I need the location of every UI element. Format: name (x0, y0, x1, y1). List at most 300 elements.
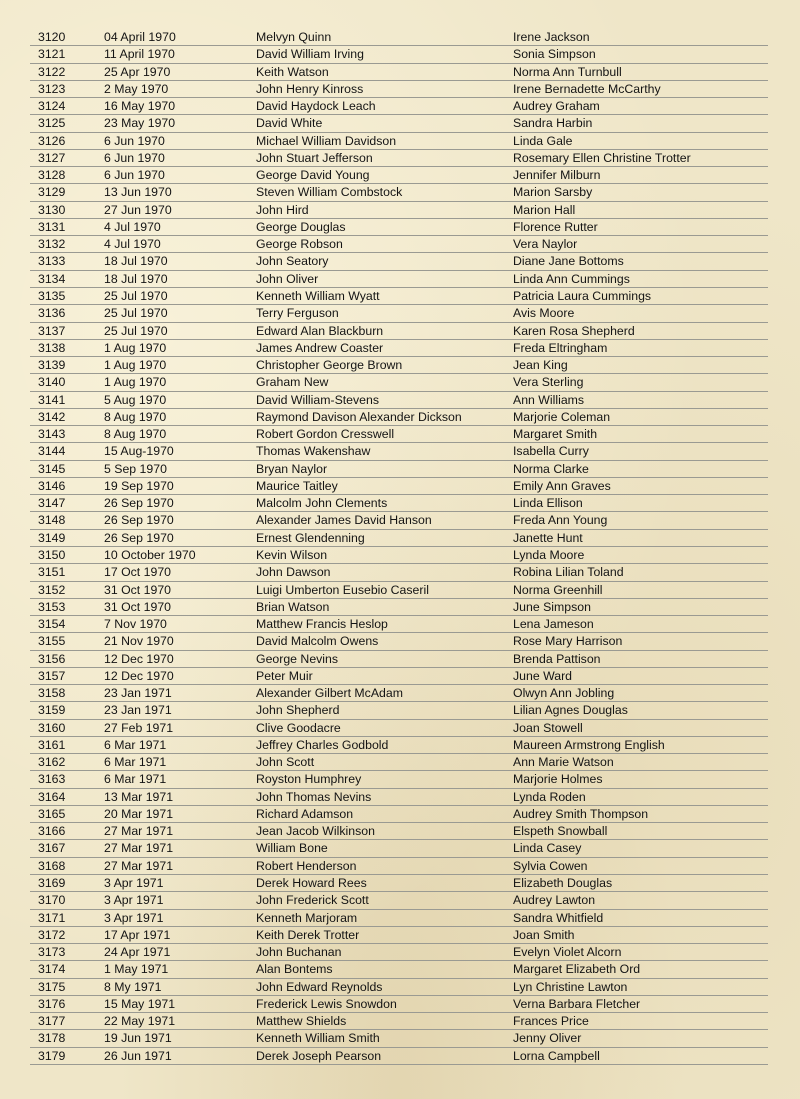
table-row (30, 547, 768, 564)
groom-name: David William Irving (256, 47, 364, 62)
table-row (30, 288, 768, 305)
groom-name: Terry Ferguson (256, 306, 339, 321)
groom-name: Brian Watson (256, 599, 330, 614)
groom-name: Royston Humphrey (256, 772, 362, 787)
entry-number: 3165 (38, 806, 66, 821)
table-row (30, 582, 768, 599)
bride-name: Audrey Smith Thompson (513, 806, 649, 821)
table-row (30, 910, 768, 927)
groom-name: Robert Henderson (256, 858, 357, 873)
groom-name: John Scott (256, 755, 315, 770)
groom-name: Luigi Umberton Eusebio Caseril (256, 582, 429, 597)
entry-number: 3159 (38, 703, 66, 718)
bride-name: Norma Greenhill (513, 582, 603, 597)
entry-date: 8 Aug 1970 (104, 427, 167, 442)
groom-name: John Oliver (256, 271, 319, 286)
entry-date: 1 May 1971 (104, 962, 169, 977)
entry-number: 3147 (38, 496, 66, 511)
entry-number: 3139 (38, 358, 66, 373)
entry-date: 6 Jun 1970 (104, 133, 165, 148)
entry-number: 3153 (38, 599, 66, 614)
groom-name: Graham New (256, 375, 329, 390)
entry-number: 3151 (38, 565, 66, 580)
bride-name: June Ward (513, 668, 573, 683)
entry-number: 3134 (38, 271, 66, 286)
table-row (30, 789, 768, 806)
bride-name: Sandra Harbin (513, 116, 593, 131)
bride-name: Verna Barbara Fletcher (513, 996, 641, 1011)
register-table (30, 29, 768, 1065)
entry-number: 3146 (38, 478, 66, 493)
bride-name: Emily Ann Graves (513, 478, 611, 493)
bride-name: Lynda Roden (513, 789, 586, 804)
entry-number: 3152 (38, 582, 66, 597)
table-row (30, 564, 768, 581)
entry-number: 3136 (38, 306, 66, 321)
entry-date: 4 Jul 1970 (104, 219, 161, 234)
groom-name: Ernest Glendenning (256, 530, 365, 545)
entry-date: 12 Dec 1970 (104, 651, 174, 666)
entry-number: 3145 (38, 461, 66, 476)
entry-date: 27 Mar 1971 (104, 824, 174, 839)
groom-name: Robert Gordon Cresswell (256, 427, 395, 442)
bride-name: Freda Ann Young (513, 513, 608, 528)
bride-name: Robina Lilian Toland (513, 565, 624, 580)
entry-date: 5 Aug 1970 (104, 392, 167, 407)
entry-number: 3172 (38, 927, 66, 942)
entry-date: 6 Jun 1970 (104, 168, 165, 183)
groom-name: John Thomas Nevins (256, 789, 372, 804)
table-row (30, 944, 768, 961)
groom-name: Jeffrey Charles Godbold (256, 737, 389, 752)
table-row (30, 806, 768, 823)
groom-name: Keith Watson (256, 64, 329, 79)
entry-number: 3174 (38, 962, 66, 977)
groom-name: Frederick Lewis Snowdon (256, 996, 397, 1011)
bride-name: Olwyn Ann Jobling (513, 686, 615, 701)
groom-name: John Frederick Scott (256, 893, 369, 908)
groom-name: David White (256, 116, 323, 131)
entry-number: 3131 (38, 219, 66, 234)
entry-number: 3137 (38, 323, 66, 338)
bride-name: Brenda Pattison (513, 651, 601, 666)
table-row (30, 633, 768, 650)
entry-number: 3123 (38, 81, 66, 96)
entry-number: 3129 (38, 185, 66, 200)
groom-name: Clive Goodacre (256, 720, 341, 735)
groom-name: Melvyn Quinn (256, 30, 332, 44)
entry-date: 6 Mar 1971 (104, 755, 167, 770)
entry-number: 3161 (38, 737, 66, 752)
table-row (30, 616, 768, 633)
table-row (30, 495, 768, 512)
bride-name: Audrey Lawton (513, 893, 596, 908)
entry-date: 17 Oct 1970 (104, 565, 171, 580)
table-row (30, 253, 768, 270)
groom-name: Edward Alan Blackburn (256, 323, 384, 338)
groom-name: John Edward Reynolds (256, 979, 383, 994)
entry-date: 19 Sep 1970 (104, 478, 174, 493)
groom-name: Thomas Wakenshaw (256, 444, 371, 459)
bride-name: Evelyn Violet Alcorn (513, 945, 622, 960)
entry-date: 13 Mar 1971 (104, 789, 174, 804)
bride-name: Avis Moore (513, 306, 575, 321)
bride-name: Irene Bernadette McCarthy (513, 81, 661, 96)
groom-name: Christopher George Brown (256, 358, 403, 373)
table-row (30, 512, 768, 529)
entry-number: 3170 (38, 893, 66, 908)
groom-name: Keith Derek Trotter (256, 927, 360, 942)
entry-date: 26 Jun 1971 (104, 1048, 172, 1063)
table-row (30, 167, 768, 184)
entry-date: 18 Jul 1970 (104, 254, 168, 269)
table-row (30, 202, 768, 219)
bride-name: Linda Gale (513, 133, 573, 148)
entry-number: 3175 (38, 979, 66, 994)
table-row (30, 115, 768, 132)
table-row (30, 1048, 768, 1065)
entry-number: 3141 (38, 392, 66, 407)
entry-number: 3126 (38, 133, 66, 148)
bride-name: Florence Rutter (513, 219, 598, 234)
table-row (30, 720, 768, 737)
table-row (30, 1013, 768, 1030)
entry-date: 23 May 1970 (104, 116, 176, 131)
groom-name: Bryan Naylor (256, 461, 328, 476)
groom-name: Peter Muir (256, 668, 313, 683)
entry-number: 3143 (38, 427, 66, 442)
entry-number: 3167 (38, 841, 66, 856)
entry-number: 3160 (38, 720, 66, 735)
entry-number: 3122 (38, 64, 66, 79)
bride-name: Sandra Whitfield (513, 910, 604, 925)
entry-date: 23 Jan 1971 (104, 703, 172, 718)
table-row (30, 599, 768, 616)
groom-name: George Robson (256, 237, 343, 252)
bride-name: Patricia Laura Cummings (513, 288, 652, 303)
entry-date: 5 Sep 1970 (104, 461, 167, 476)
bride-name: Lorna Campbell (513, 1048, 600, 1063)
entry-number: 3164 (38, 789, 66, 804)
table-row (30, 219, 768, 236)
entry-number: 3163 (38, 772, 66, 787)
table-row (30, 771, 768, 788)
bride-name: Joan Smith (513, 927, 575, 942)
table-row (30, 927, 768, 944)
table-row (30, 702, 768, 719)
entry-date: 2 May 1970 (104, 81, 169, 96)
bride-name: Marjorie Coleman (513, 409, 611, 424)
entry-number: 3169 (38, 876, 66, 891)
entry-number: 3142 (38, 409, 66, 424)
table-row (30, 409, 768, 426)
entry-date: 25 Jul 1970 (104, 288, 168, 303)
entry-date: 6 Mar 1971 (104, 737, 167, 752)
entry-number: 3128 (38, 168, 66, 183)
bride-name: Rose Mary Harrison (513, 634, 623, 649)
entry-date: 7 Nov 1970 (104, 617, 167, 632)
groom-name: Matthew Shields (256, 1014, 347, 1029)
entry-date: 4 Jul 1970 (104, 237, 161, 252)
bride-name: Marion Sarsby (513, 185, 593, 200)
bride-name: Lyn Christine Lawton (513, 979, 628, 994)
entry-date: 27 Feb 1971 (104, 720, 174, 735)
table-row (30, 840, 768, 857)
entry-date: 22 May 1971 (104, 1014, 176, 1029)
entry-date: 24 Apr 1971 (104, 945, 171, 960)
entry-date: 26 Sep 1970 (104, 513, 174, 528)
entry-date: 6 Mar 1971 (104, 772, 167, 787)
entry-number: 3156 (38, 651, 66, 666)
entry-date: 15 May 1971 (104, 996, 176, 1011)
table-row (30, 29, 768, 46)
entry-date: 6 Jun 1970 (104, 150, 165, 165)
entry-date: 8 Aug 1970 (104, 409, 167, 424)
entry-number: 3177 (38, 1014, 66, 1029)
groom-name: James Andrew Coaster (256, 340, 384, 355)
bride-name: Maureen Armstrong English (513, 737, 665, 752)
groom-name: Raymond Davison Alexander Dickson (256, 409, 462, 424)
entry-date: 3 Apr 1971 (104, 876, 164, 891)
table-row (30, 323, 768, 340)
entry-number: 3135 (38, 288, 66, 303)
bride-name: Linda Ann Cummings (513, 271, 630, 286)
table-row (30, 737, 768, 754)
table-row (30, 305, 768, 322)
table-row (30, 961, 768, 978)
bride-name: Marjorie Holmes (513, 772, 603, 787)
entry-number: 3132 (38, 237, 66, 252)
entry-date: 27 Mar 1971 (104, 858, 174, 873)
table-row (30, 392, 768, 409)
entry-date: 1 Aug 1970 (104, 358, 167, 373)
groom-name: John Hird (256, 202, 309, 217)
entry-number: 3168 (38, 858, 66, 873)
table-row (30, 150, 768, 167)
table-row (30, 685, 768, 702)
groom-name: John Stuart Jefferson (256, 150, 373, 165)
table-row (30, 478, 768, 495)
bride-name: Ann Marie Watson (513, 755, 614, 770)
entry-date: 3 Apr 1971 (104, 910, 164, 925)
groom-name: Alexander James David Hanson (256, 513, 432, 528)
bride-name: Frances Price (513, 1014, 589, 1029)
entry-number: 3166 (38, 824, 66, 839)
entry-date: 15 Aug-1970 (104, 444, 174, 459)
bride-name: Karen Rosa Shepherd (513, 323, 635, 338)
groom-name: Derek Joseph Pearson (256, 1048, 382, 1063)
entry-date: 12 Dec 1970 (104, 668, 174, 683)
bride-name: Audrey Graham (513, 99, 600, 114)
entry-date: 1 Aug 1970 (104, 340, 167, 355)
table-row (30, 340, 768, 357)
table-row (30, 81, 768, 98)
table-row (30, 426, 768, 443)
groom-name: John Seatory (256, 254, 329, 269)
entry-date: 23 Jan 1971 (104, 686, 172, 701)
bride-name: Irene Jackson (513, 30, 590, 44)
groom-name: Derek Howard Rees (256, 876, 367, 891)
groom-name: Malcolm John Clements (256, 496, 388, 511)
table-row (30, 892, 768, 909)
groom-name: John Dawson (256, 565, 331, 580)
bride-name: Norma Clarke (513, 461, 589, 476)
entry-date: 8 My 1971 (104, 979, 162, 994)
entry-number: 3173 (38, 945, 66, 960)
bride-name: Lilian Agnes Douglas (513, 703, 628, 718)
entry-date: 25 Jul 1970 (104, 306, 168, 321)
bride-name: Joan Stowell (513, 720, 583, 735)
bride-name: June Simpson (513, 599, 591, 614)
bride-name: Vera Naylor (513, 237, 578, 252)
groom-name: David Haydock Leach (256, 99, 376, 114)
groom-name: George Douglas (256, 219, 346, 234)
entry-number: 3138 (38, 340, 66, 355)
entry-number: 3158 (38, 686, 66, 701)
entry-number: 3162 (38, 755, 66, 770)
entry-date: 26 Sep 1970 (104, 530, 174, 545)
table-row (30, 668, 768, 685)
table-row (30, 754, 768, 771)
table-row (30, 979, 768, 996)
entry-number: 3127 (38, 150, 66, 165)
bride-name: Margaret Smith (513, 427, 598, 442)
groom-name: Steven William Combstock (256, 185, 403, 200)
table-row (30, 357, 768, 374)
entry-date: 25 Jul 1970 (104, 323, 168, 338)
groom-name: George Nevins (256, 651, 339, 666)
table-row (30, 461, 768, 478)
entry-date: 11 April 1970 (104, 47, 175, 62)
table-row (30, 823, 768, 840)
entry-date: 27 Mar 1971 (104, 841, 174, 856)
entry-number: 3144 (38, 444, 66, 459)
bride-name: Marion Hall (513, 202, 576, 217)
groom-name: Kenneth William Wyatt (256, 288, 380, 303)
groom-name: Maurice Taitley (256, 478, 338, 493)
bride-name: Lynda Moore (513, 547, 585, 562)
entry-date: 18 Jul 1970 (104, 271, 168, 286)
entry-date: 19 Jun 1971 (104, 1031, 172, 1046)
entry-number: 3176 (38, 996, 66, 1011)
bride-name: Jean King (513, 358, 568, 373)
bride-name: Sonia Simpson (513, 47, 596, 62)
groom-name: Kenneth Marjoram (256, 910, 358, 925)
bride-name: Norma Ann Turnbull (513, 64, 622, 79)
entry-date: 21 Nov 1970 (104, 634, 174, 649)
groom-name: Kenneth William Smith (256, 1031, 380, 1046)
entry-date: 3 Apr 1971 (104, 893, 164, 908)
entry-number: 3149 (38, 530, 66, 545)
entry-number: 3178 (38, 1031, 66, 1046)
entry-number: 3140 (38, 375, 66, 390)
entry-date: 16 May 1970 (104, 99, 176, 114)
bride-name: Linda Ellison (513, 496, 583, 511)
entry-date: 31 Oct 1970 (104, 599, 171, 614)
groom-name: Jean Jacob Wilkinson (256, 824, 375, 839)
table-row (30, 875, 768, 892)
table-row (30, 46, 768, 63)
bride-name: Rosemary Ellen Christine Trotter (513, 150, 691, 165)
entry-date: 20 Mar 1971 (104, 806, 174, 821)
entry-date: 1 Aug 1970 (104, 375, 167, 390)
groom-name: David William-Stevens (256, 392, 379, 407)
table-row (30, 236, 768, 253)
entry-number: 3157 (38, 668, 66, 683)
table-row (30, 374, 768, 391)
table-row (30, 1030, 768, 1047)
groom-name: Alan Bontems (256, 962, 333, 977)
bride-name: Diane Jane Bottoms (513, 254, 624, 269)
groom-name: Matthew Francis Heslop (256, 617, 388, 632)
groom-name: Richard Adamson (256, 806, 354, 821)
entry-date: 25 Apr 1970 (104, 64, 171, 79)
bride-name: Jenny Oliver (513, 1031, 582, 1046)
table-row (30, 64, 768, 81)
bride-name: Ann Williams (513, 392, 585, 407)
entry-number: 3133 (38, 254, 66, 269)
bride-name: Jennifer Milburn (513, 168, 601, 183)
table-row (30, 271, 768, 288)
table-row (30, 133, 768, 150)
entry-number: 3148 (38, 513, 66, 528)
table-row (30, 858, 768, 875)
entry-number: 3155 (38, 634, 66, 649)
entry-number: 3154 (38, 617, 66, 632)
groom-name: John Shepherd (256, 703, 340, 718)
bride-name: Sylvia Cowen (513, 858, 588, 873)
table-row (30, 443, 768, 460)
bride-name: Janette Hunt (513, 530, 583, 545)
entry-date: 10 October 1970 (104, 547, 196, 562)
bride-name: Isabella Curry (513, 444, 589, 459)
entry-number: 3179 (38, 1048, 66, 1063)
table-row (30, 98, 768, 115)
bride-name: Vera Sterling (513, 375, 584, 390)
bride-name: Margaret Elizabeth Ord (513, 962, 641, 977)
entry-number: 3130 (38, 202, 66, 217)
groom-name: George David Young (256, 168, 370, 183)
entry-date: 17 Apr 1971 (104, 927, 171, 942)
groom-name: William Bone (256, 841, 328, 856)
entry-number: 3171 (38, 910, 66, 925)
table-row (30, 530, 768, 547)
groom-name: John Henry Kinross (256, 81, 364, 96)
table-row (30, 651, 768, 668)
groom-name: Michael William Davidson (256, 133, 397, 148)
table-row (30, 184, 768, 201)
groom-name: Alexander Gilbert McAdam (256, 686, 403, 701)
bride-name: Elizabeth Douglas (513, 876, 613, 891)
bride-name: Elspeth Snowball (513, 824, 608, 839)
entry-date: 27 Jun 1970 (104, 202, 172, 217)
entry-number: 3150 (38, 547, 66, 562)
bride-name: Freda Eltringham (513, 340, 608, 355)
entry-number: 3121 (38, 47, 66, 62)
groom-name: David Malcolm Owens (256, 634, 379, 649)
groom-name: John Buchanan (256, 945, 342, 960)
table-row (30, 996, 768, 1013)
entry-date: 04 April 1970 (104, 30, 176, 44)
entry-date: 26 Sep 1970 (104, 496, 174, 511)
entry-number: 3120 (38, 30, 66, 44)
entry-number: 3124 (38, 99, 66, 114)
entry-date: 31 Oct 1970 (104, 582, 171, 597)
entry-number: 3125 (38, 116, 66, 131)
groom-name: Kevin Wilson (256, 547, 328, 562)
bride-name: Lena Jameson (513, 617, 594, 632)
bride-name: Linda Casey (513, 841, 582, 856)
